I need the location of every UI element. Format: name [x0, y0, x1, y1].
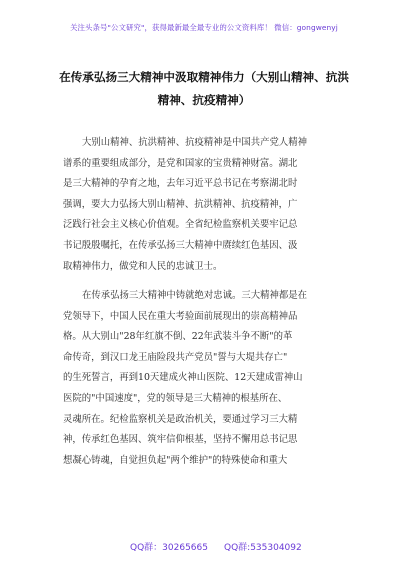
text-line: 医院的"中国速度"，党的领导是三大精神的根基所在、	[63, 392, 288, 404]
text-line: 灵魂所在。纪检监察机关是政治机关，要通过学习三大精	[63, 413, 298, 425]
text-line: 党领导下，中国人民在重大考验面前展现出的崇高精神品	[63, 310, 298, 322]
title-line: 精神、抗疫精神）	[157, 93, 251, 107]
text-line: 神，传承红色基因、筑牢信仰根基，坚持不懈用总书记思	[63, 434, 298, 446]
document-title	[30, 66, 378, 112]
qq-group-2: QQ群:535304092	[224, 543, 302, 553]
text-line: 大别山精神、抗洪精神、抗疫精神是中国共产党人精神	[82, 137, 308, 148]
text-line: 强调，要大力弘扬大别山精神、抗洪精神、抗疫精神，广	[63, 198, 298, 210]
text-line: 的生死誓言，再到10天建成火神山医院、12天建成雷神山	[63, 372, 303, 384]
text-line: 是三大精神的孕育之地，去年习近平总书记在考察湖北时	[63, 178, 298, 190]
text-line: 谱系的重要组成部分，是党和国家的宝贵精神财富。湖北	[63, 157, 298, 169]
text-line: 泛践行社会主义核心价值观。全省纪检监察机关要牢记总	[63, 219, 298, 231]
text-line: 命传奇，到汉口龙王庙险段共产党员"誓与大堤共存亡"	[63, 351, 288, 363]
promo-banner: 关注头条号"公文研究"，获得最新最全最专业的公文资料库！ 微信：gongwenyj	[70, 23, 338, 32]
text-line: 取精神伟力，做党和人民的忠诚卫士。	[63, 260, 223, 272]
qq-group-1: QQ群：30265665	[130, 543, 208, 553]
text-line: 想凝心铸魂，自觉担负起"两个维护"的特殊使命和重大	[63, 454, 288, 466]
text-line: 在传承弘扬三大精神中铸就绝对忠诚。三大精神都是在	[82, 290, 308, 301]
text-line: 书记殷殷嘱托，在传承弘扬三大精神中赓续红色基因、汲	[63, 239, 298, 251]
paragraph-1	[63, 133, 353, 277]
title-line: 在传承弘扬三大精神中汲取精神伟力（大别山精神、抗洪	[59, 70, 349, 84]
text-line: 格。从大别山"28年红旗不倒、22年武装斗争不断"的革	[63, 331, 293, 343]
paragraph-2	[63, 286, 353, 471]
